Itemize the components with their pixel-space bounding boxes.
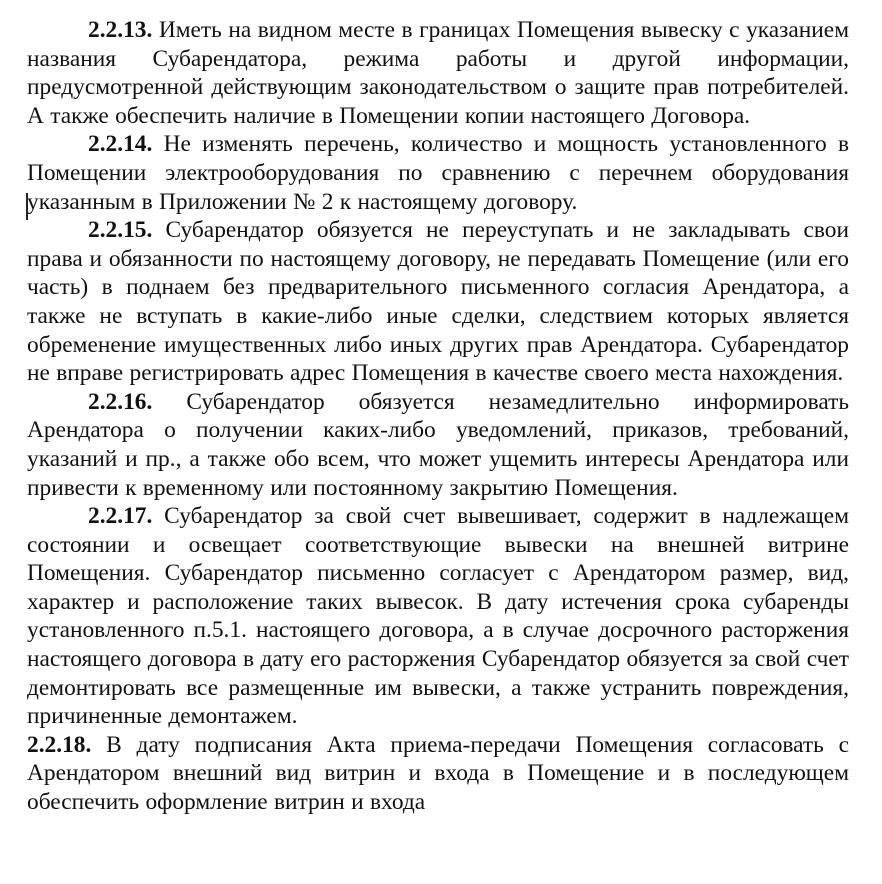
clause-number: 2.2.14. — [88, 131, 153, 158]
clause-2-2-13 — [27, 16, 849, 130]
clause-number: 2.2.18. — [27, 731, 92, 758]
clause-2-2-16 — [27, 388, 849, 502]
clause-2-2-17 — [27, 502, 849, 731]
clause-number: 2.2.17. — [88, 503, 153, 530]
clause-text: В дату подписания Акта приема-передачи Помещения согласовать с Арендатором внешний вид витрин и входа в Помещение и в последующем обеспечить оформление витрин и входа — [27, 731, 849, 816]
text-cursor — [26, 193, 28, 220]
clause-2-2-18 — [27, 731, 849, 817]
clause-text: Иметь на видном месте в границах Помещения вывеску с указанием названия Субарендатора, режима работы и другой информации, предусмотренной действующим законодательством о защите прав потребителей. А также обеспечить наличие в Помещении копии настоящего Договора. — [27, 17, 849, 129]
document-body — [27, 16, 849, 817]
clause-number: 2.2.15. — [88, 217, 153, 244]
clause-number: 2.2.13. — [88, 17, 153, 43]
clause-text: Субарендатор обязуется незамедлительно информировать Арендатора о получении каких-либо уведомлений, приказов, требований, указаний и пр., а также обо всем, что может ущемить интересы Арендатора или привести к временному или постоянному закрытию Помещения. — [27, 388, 849, 501]
clause-text: Субарендатор за свой счет вывешивает, содержит в надлежащем состоянии и освещает соответствующие вывески на внешней витрине Помещения. Субарендатор письменно согласует с Арендатором размер, вид, характер и расположение таких вывесок. В дату истечения срока субаренды установленного п.5.1. настоящего договора, а в случае досрочного расторжения настоящего договора в дату его расторжения Субарендатор обязуется за свой счет демонтировать все размещенные им вывески, а также устранить повреждения, причиненные демонтажем. — [27, 503, 849, 730]
clause-2-2-14 — [27, 130, 849, 216]
clause-text: Не изменять перечень, количество и мощность установленного в Помещении электрооборудования по сравнению с перечнем оборудования указанным в Приложении № 2 к настоящему договору. — [27, 131, 849, 215]
clause-text: Субарендатор обязуется не переуступать и не закладывать свои права и обязанности по настоящему договору, не передавать Помещение (или его часть) в поднаем без предварительного письменного согласия Арендатора, а также не вступать в какие-либо иные сделки, следствием которых является обременение имущественных либо иных других прав Арендатора. Субарендатор не вправе регистрировать адрес Помещения в качестве своего места нахождения. — [27, 217, 849, 387]
clause-2-2-15 — [27, 216, 849, 388]
clause-number: 2.2.16. — [88, 388, 153, 415]
